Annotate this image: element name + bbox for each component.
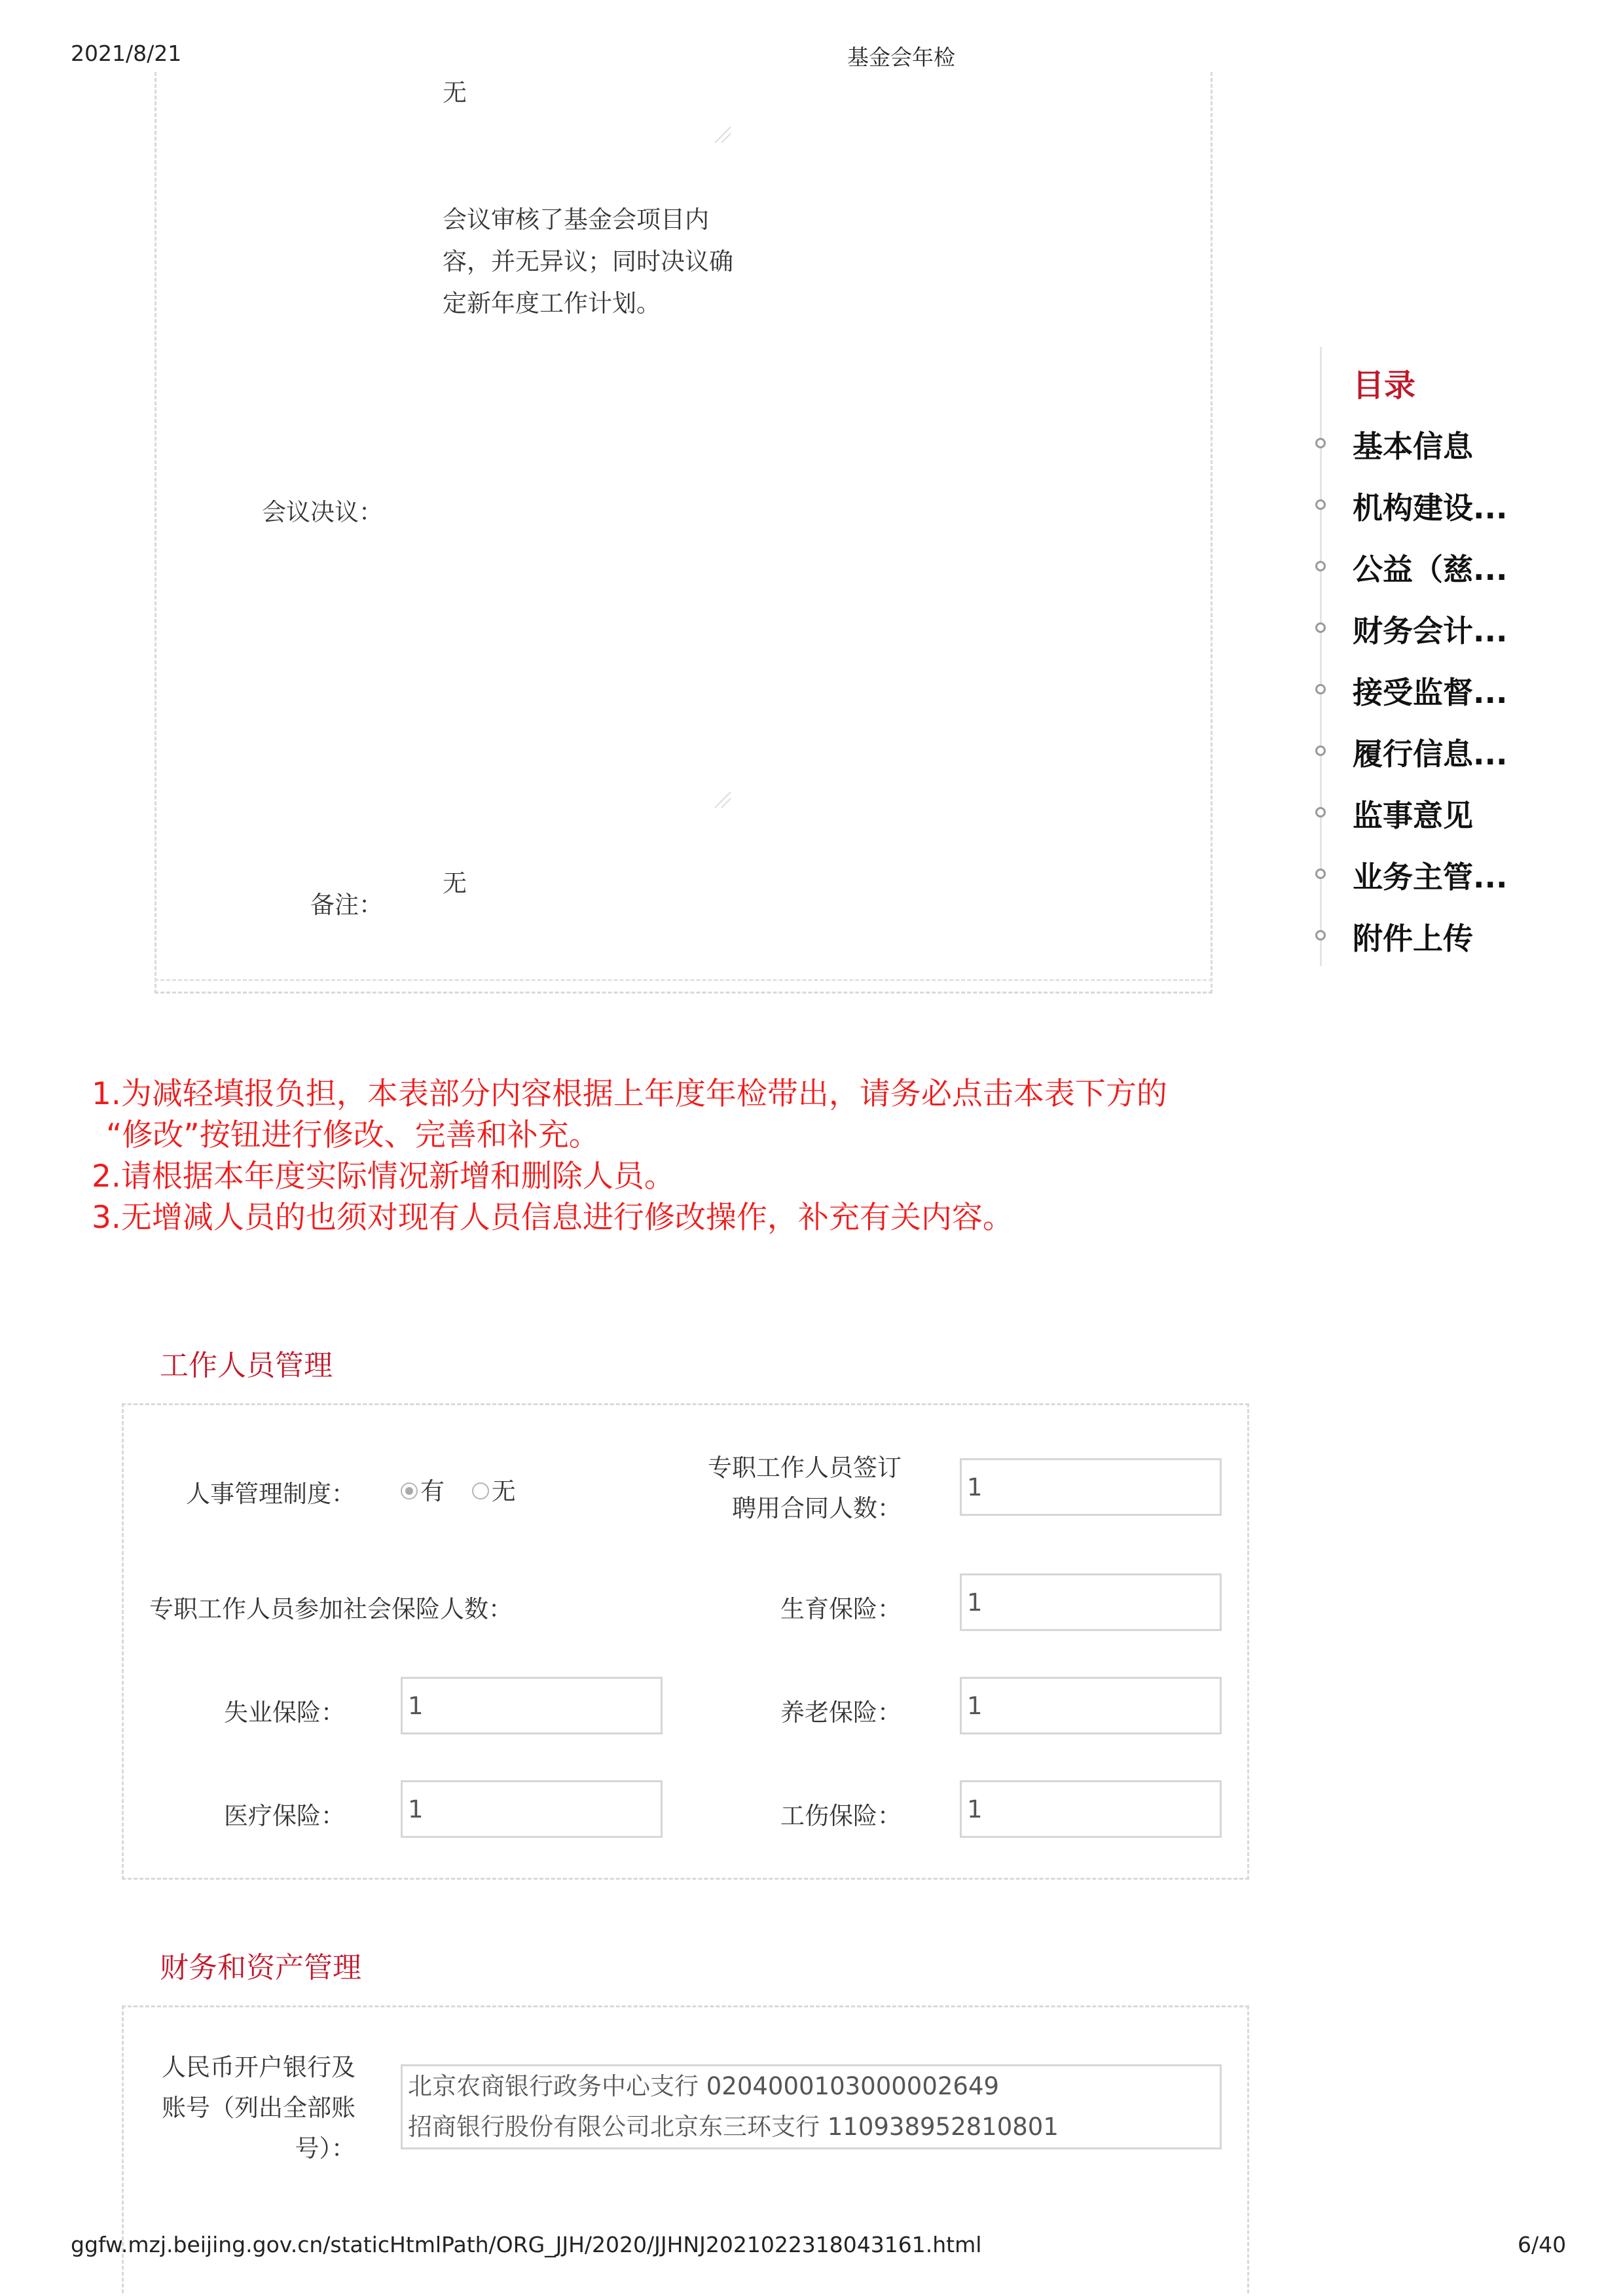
toc-item-disclosure[interactable]: 履行信息... <box>1353 736 1508 772</box>
injury-insurance-label: 工伤保险： <box>780 1802 902 1830</box>
toc-bullet-icon <box>1315 622 1326 633</box>
toc-item-charity[interactable]: 公益（慈... <box>1353 552 1508 587</box>
hr-option-no[interactable] <box>472 1477 516 1505</box>
bank-account-line: 北京农商银行政务中心支行 0204000103000002649 <box>408 2072 1000 2100</box>
toc-bullet-icon <box>1315 499 1326 510</box>
pension-insurance-input[interactable]: 1 <box>960 1677 1222 1734</box>
toc-bullet-icon <box>1315 930 1326 941</box>
textarea-resize-handle-icon[interactable] <box>712 789 732 809</box>
meeting-resolution-textarea[interactable] <box>443 199 733 325</box>
toc-item-supervision[interactable]: 接受监督... <box>1353 675 1508 710</box>
resolution-line: 容，并无异议；同时决议确 <box>443 247 733 276</box>
notice-line: 3.无增减人员的也须对现有人员信息进行修改操作，补充有关内容。 <box>92 1200 1013 1236</box>
radio-checked-icon[interactable] <box>401 1482 418 1499</box>
hr-option-yes-label: 有 <box>420 1477 445 1505</box>
unemployment-insurance-input[interactable]: 1 <box>401 1677 663 1734</box>
textarea-resize-handle-icon[interactable] <box>712 124 732 144</box>
print-date: 2021/8/21 <box>71 41 182 66</box>
contract-count-input[interactable]: 1 <box>960 1458 1222 1516</box>
bank-account-label <box>162 2047 356 2169</box>
page-number: 6/40 <box>1518 2232 1567 2257</box>
contract-label-line: 专职工作人员签订 <box>708 1454 902 1482</box>
hr-option-yes[interactable] <box>401 1477 452 1505</box>
toc-bullet-icon <box>1315 745 1326 756</box>
toc-title: 目录 <box>1353 367 1416 404</box>
toc-bullet-icon <box>1315 807 1326 817</box>
social-insurance-label: 专职工作人员参加社会保险人数： <box>149 1595 513 1623</box>
hr-option-no-label: 无 <box>491 1477 516 1505</box>
injury-insurance-input[interactable]: 1 <box>960 1780 1222 1838</box>
toc-bullet-icon <box>1315 561 1326 571</box>
bank-account-textarea[interactable] <box>401 2064 1222 2149</box>
toc-item-supervisor-opinion[interactable]: 监事意见 <box>1353 798 1473 833</box>
bank-label-line: 号）： <box>295 2134 356 2162</box>
toc-bullet-icon <box>1315 869 1326 879</box>
toc-bullet-icon <box>1315 438 1326 448</box>
hr-system-radio-group <box>401 1471 516 1507</box>
meeting-resolution-label: 会议决议： <box>262 498 383 526</box>
toc-bullet-icon <box>1315 684 1326 694</box>
finance-section-title: 财务和资产管理 <box>160 1951 361 1984</box>
medical-insurance-label: 医疗保险： <box>224 1802 345 1830</box>
toc-item-basic-info[interactable]: 基本信息 <box>1353 429 1473 464</box>
toc-item-attachments[interactable]: 附件上传 <box>1353 921 1473 956</box>
meeting-top-value: 无 <box>443 79 467 107</box>
contract-count-label <box>708 1448 902 1529</box>
bank-label-line: 账号（列出全部账 <box>162 2094 356 2122</box>
pension-insurance-label: 养老保险： <box>780 1698 902 1727</box>
notice-line: “修改”按钮进行修改、完善和补充。 <box>106 1117 600 1153</box>
contract-label-line: 聘用合同人数： <box>732 1494 902 1522</box>
bank-account-line: 招商银行股份有限公司北京东三环支行 110938952810801 <box>408 2113 1059 2141</box>
meeting-panel-inner-divider <box>155 979 1213 981</box>
page-header-title: 基金会年检 <box>847 45 955 70</box>
maternity-insurance-label: 生育保险： <box>780 1595 902 1623</box>
notice-line: 1.为减轻填报负担，本表部分内容根据上年度年检带出，请务必点击本表下方的 <box>92 1076 1167 1112</box>
remarks-label: 备注： <box>310 891 383 919</box>
toc-item-competent-authority[interactable]: 业务主管... <box>1353 859 1508 895</box>
page-footer-url: ggfw.mzj.beijing.gov.cn/staticHtmlPath/ORG_JJH/2020/JJHNJ2021022318043161.html <box>71 2232 982 2257</box>
staff-section-title: 工作人员管理 <box>160 1349 333 1382</box>
remarks-value[interactable]: 无 <box>443 869 467 897</box>
bank-label-line: 人民币开户银行及 <box>162 2053 356 2081</box>
notice-line: 2.请根据本年度实际情况新增和删除人员。 <box>92 1158 675 1194</box>
notice-block <box>92 1073 1322 1238</box>
maternity-insurance-input[interactable]: 1 <box>960 1573 1222 1631</box>
unemployment-insurance-label: 失业保险： <box>224 1698 345 1727</box>
resolution-line: 会议审核了基金会项目内 <box>443 206 709 234</box>
resolution-line: 定新年度工作计划。 <box>443 289 661 317</box>
toc-item-org-building[interactable]: 机构建设... <box>1353 490 1508 526</box>
radio-unchecked-icon[interactable] <box>472 1482 489 1499</box>
medical-insurance-input[interactable]: 1 <box>401 1780 663 1838</box>
hr-system-label: 人事管理制度： <box>186 1480 356 1508</box>
toc-item-finance-accounting[interactable]: 财务会计... <box>1353 613 1508 649</box>
